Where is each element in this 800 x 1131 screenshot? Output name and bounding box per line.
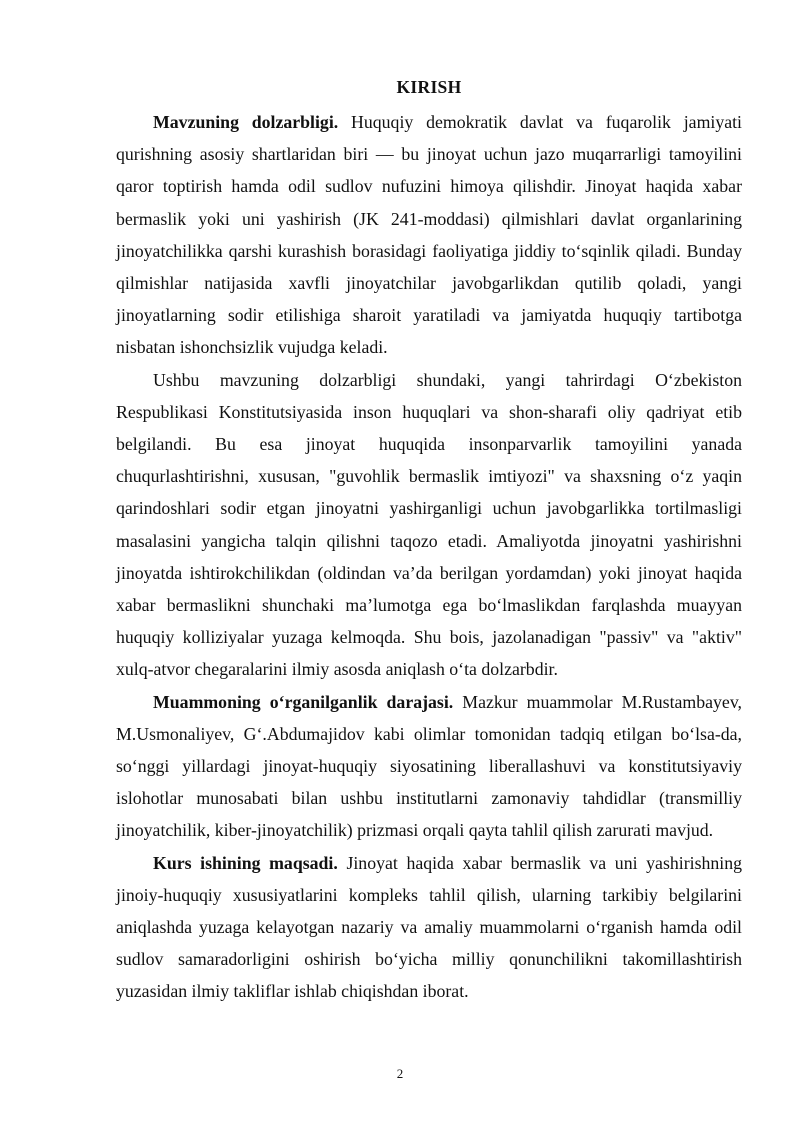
document-title: KIRISH [396, 77, 462, 97]
paragraph-study-level [116, 686, 742, 847]
paragraph-goal [116, 847, 742, 1008]
paragraph-relevance-continued [116, 364, 742, 686]
section-heading-relevance: Mavzuning dolzarbligi. [153, 112, 339, 132]
section-heading-study-level: Muammoning o‘rganilganlik darajasi. [153, 691, 454, 712]
paragraph-text: Jinoyat haqida xabar bermaslik va uni yashirishning jinoiy-huquqiy xususiyatlarini kompleks tahlil qilish, ularning tarkibiy belgilarini aniqlashda yuzaga kelayotgan nazariy va amaliy muammolarni o‘rganish hamda odil sudlov samaradorligini oshirish bo‘yicha milliy qonunchilikni takomillashtirish yuzasidan ilmiy takliflar ishlab chiqishdan iborat. [116, 852, 742, 1002]
document-body [116, 77, 742, 1008]
page-number: 2 [396, 1066, 404, 1081]
section-heading-goal: Kurs ishining maqsadi. [153, 852, 338, 873]
paragraph-text: Huquqiy demokratik davlat va fuqarolik jamiyati qurishning asosiy shartlaridan biri — bu jinoyat uchun jazo muqarrarligi tamoyilini qaror toptirish hamda odil sudlov nufuzini himoya qilishdir. Jinoyat haqida xabar bermaslik yoki uni yashirish (JK 241-moddasi) qilmishlari davlat organlarining jinoyatchilikka qarshi kurashish borasidagi faoliyatiga jiddiy to‘sqinlik qiladi. Bunday qilmishlar natijasida xavfli jinoyatchilar javobgarlikdan qutilib qoladi, yangi jinoyatlarning sodir etilishiga sharoit yaratiladi va jamiyatda huquqiy tartibotga nisbatan ishonchsizlik vujudga keladi. [116, 112, 743, 358]
paragraph-text: Ushbu mavzuning dolzarbligi shundaki, yangi tahrirdagi O‘zbekiston Respublikasi Konstitutsiyasida inson huquqlari va shon-sharafi oliy qadriyat etib belgilandi. Bu esa jinoyat huquqida insonparvarlik tamoyilini yanada chuqurlashtirishni, xususan, "guvohlik bermaslik imtiyozi" va shaxsning o‘z yaqin qarindoshlari sodir etgan jinoyatni yashirganligi uchun javobgarlikka tortilmasligi masalasini yangicha talqin qilishni taqozo etadi. Amaliyotda jinoyatni yashirishni jinoyatda ishtirokchilikdan (oldindan va’da berilgan yordamdan) yoki jinoyat haqida xabar bermaslikni shunchaki ma’lumotga ega bo‘lmaslikdan farqlashda muayyan huquqiy kolliziyalar yuzaga kelmoqda. Shu bois, jazolanadigan "passiv" va "aktiv" xulq-atvor chegaralarini ilmiy asosda aniqlash o‘ta dolzarbdir. [116, 369, 742, 680]
paragraph-relevance [116, 106, 742, 364]
paragraph-text: Mazkur muammolar M.Rustambayev, M.Usmonaliyev, G‘.Abdumajidov kabi olimlar tomonidan tadqiq etilgan bo‘lsa-da, so‘nggi yillardagi jinoyat-huquqiy siyosatining liberallashuvi va konstitutsiyaviy islohotlar munosabati bilan ushbu institutlarni zamonaviy tahdidlar (transmilliy jinoyatchilik, kiber-jinoyatchilik) prizmasi orqali qayta tahlil qilish zarurati mavjud. [116, 691, 743, 841]
